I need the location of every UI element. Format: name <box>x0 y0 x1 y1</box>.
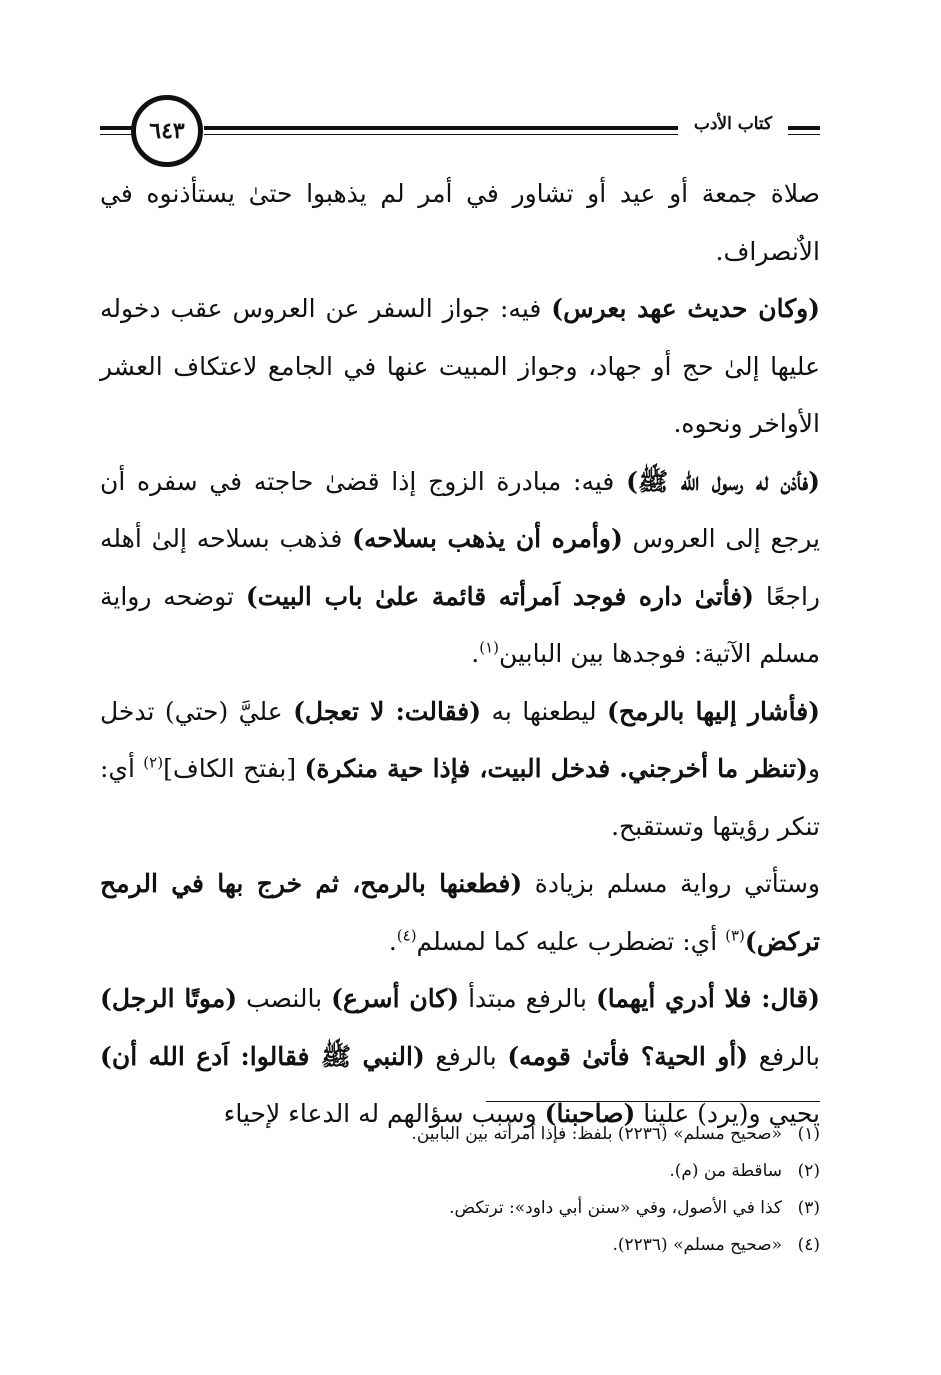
footnote-separator <box>486 1101 820 1102</box>
hadith-quote: (فقالت: لا تعجل) <box>293 696 482 726</box>
text-run: بالرفع مبتدأ <box>459 984 596 1013</box>
text-run: ليطعنها به <box>481 696 608 726</box>
text-run: عليَّ (حتي) تدخل و <box>100 696 820 783</box>
paragraph <box>100 280 820 453</box>
hadith-quote: (كان أسرع) <box>331 984 460 1013</box>
header-rule-left-thin <box>100 134 132 135</box>
header-rule-left <box>100 126 132 130</box>
footnote-text: ساقطة من (م). <box>669 1161 782 1181</box>
text-run: وسبب سؤالهم له الدعاء لإحياء <box>223 1099 545 1128</box>
text-run: . <box>471 639 480 668</box>
hadith-quote: (فأتىٰ داره فوجد اَمرأته قائمة علىٰ باب البيت) <box>245 581 754 611</box>
footnote-ref[interactable]: (٤) <box>396 926 417 945</box>
header-rule-middle-thin <box>204 134 678 135</box>
hadith-quote: (فأذن له رسول الله ﷺ) <box>626 466 820 496</box>
text-run: صلاة جمعة أو عيد أو تشاور في أمر لم يذهبوا حتىٰ يستأذنوه في الاٌنصراف. <box>100 179 820 266</box>
header-rule-middle <box>204 126 678 130</box>
hadith-quote: (أو الحية؟ فأتىٰ قومه) <box>507 1041 749 1071</box>
text-run: بالرفع <box>748 1041 821 1071</box>
footnote-item <box>300 1190 820 1227</box>
hadith-quote: (فأشار إليها بالرمح) <box>607 696 820 726</box>
footnote-number: (٢) <box>797 1161 820 1181</box>
footnote-text: «صحيح مسلم» (٢٢٣٦) بلفظ: فإذا اَمرأته بين البابين. <box>411 1124 782 1144</box>
footnote-ref[interactable]: (١) <box>479 638 500 657</box>
main-text <box>100 165 821 1128</box>
text-run: . <box>388 926 397 956</box>
text-run: أي: تنكر رؤيتها وتستقبح. <box>100 754 820 841</box>
hadith-quote: (فطعنها بالرمح، ثم خرج بها في الرمح تركض) <box>100 869 820 956</box>
text-run: فيه: مبادرة الزوج إذا قضىٰ حاجته في سفره أن يرجع إلى العروس <box>100 466 820 553</box>
text-run: يحيي و(يرد) علينا <box>635 1099 820 1128</box>
footnote-ref[interactable]: (٣) <box>725 926 745 945</box>
footnote-number: (١) <box>797 1124 820 1144</box>
paragraph <box>100 855 820 970</box>
hadith-quote: (صاحبنا) <box>544 1099 636 1128</box>
text-run: فذهب بسلاحه إلىٰ أهله راجعًا <box>100 524 820 611</box>
hadith-quote: (موتًا الرجل) <box>100 984 238 1013</box>
text-run: [بفتح الكاف] <box>163 754 305 783</box>
hadith-quote: (النبي ﷺ فقالوا: اَدع الله أن) <box>100 1041 425 1071</box>
text-run: توضحه رواية مسلم الآتية: فوجدها بين البابين <box>100 581 820 668</box>
paragraph <box>100 683 820 856</box>
header-rule-right <box>788 126 820 130</box>
hadith-quote: (وأمره أن يذهب بسلاحه) <box>352 524 623 553</box>
footnote-item <box>300 1116 820 1153</box>
footnote-number: (٤) <box>797 1235 820 1255</box>
hadith-quote: (وكان حديث عهد بعرس) <box>551 294 820 323</box>
text-run: بالنصب <box>237 984 332 1013</box>
footnote-text: كذا في الأصول، وفي «سنن أبي داود»: ترتكض. <box>449 1198 782 1218</box>
hadith-quote: (قال: فلا أدري أيهما) <box>595 984 820 1013</box>
text-run: بالرفع <box>424 1041 508 1071</box>
footnote-text: «صحيح مسلم» (٢٢٣٦). <box>612 1235 782 1255</box>
footnote-number: (٣) <box>797 1198 820 1218</box>
page-number-badge <box>131 95 203 167</box>
page-number: ٦٤٣ <box>149 118 185 144</box>
chapter-title: كتاب الأدب <box>693 114 773 134</box>
paragraph <box>100 165 820 280</box>
header-rule-right-thin <box>788 134 820 135</box>
hadith-quote: (تنظر ما أخرجني. فدخل البيت، فإذا حية منكرة) <box>304 754 808 783</box>
text-run: أي: تضطرب عليه كما لمسلم <box>416 926 726 956</box>
footnote-ref[interactable]: (٢) <box>143 753 164 772</box>
text-run: وستأتي رواية مسلم بزيادة <box>522 869 820 898</box>
paragraph <box>100 453 820 683</box>
footnote-item <box>300 1153 820 1190</box>
footnote-item <box>300 1227 820 1264</box>
text-run: فيه: جواز السفر عن العروس عقب دخوله عليها إلىٰ حج أو جهاد، وجواز المبيت عنها في الجامع لاعتكاف العشر الأواخر ونحوه. <box>100 294 820 438</box>
footnotes <box>300 1116 820 1264</box>
